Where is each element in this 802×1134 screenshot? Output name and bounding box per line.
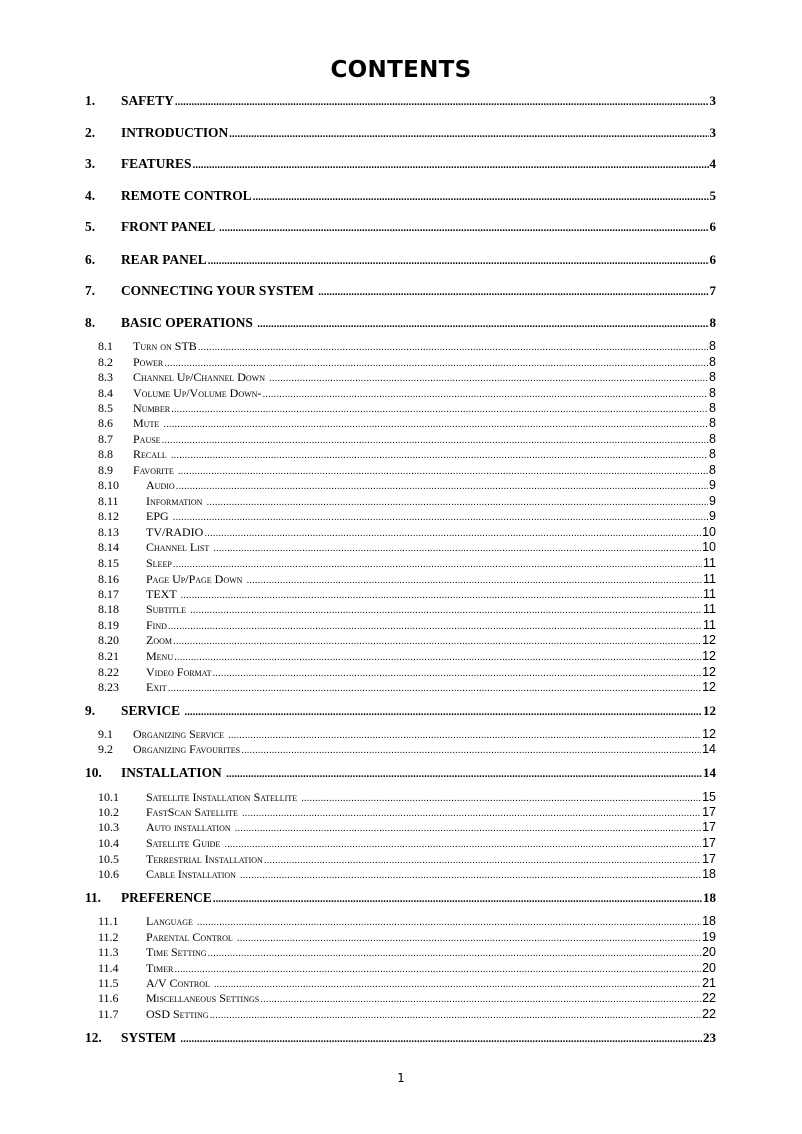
- toc-page-number: 4: [709, 156, 716, 171]
- dot-leader: [228, 730, 701, 741]
- dot-leader: [229, 128, 708, 140]
- toc-number: 8.: [85, 315, 96, 330]
- toc-section-link[interactable]: [85, 125, 716, 143]
- toc-number: 8.15: [98, 556, 119, 570]
- toc-number: 2.: [85, 125, 96, 140]
- toc-number: 10.6: [98, 867, 119, 881]
- toc-page-number: 20: [702, 945, 716, 959]
- toc-subsection-link[interactable]: [98, 742, 716, 757]
- dot-leader: [184, 706, 702, 718]
- toc-number: 10.1: [98, 790, 119, 804]
- dot-leader: [174, 652, 701, 663]
- toc-number: 10.2: [98, 805, 119, 819]
- toc-page-number: 20: [702, 961, 716, 975]
- toc-number: 8.6: [98, 416, 113, 430]
- toc-page-number: 17: [702, 820, 716, 834]
- toc-label: Organizing Favourites: [133, 742, 241, 756]
- toc-number: 8.14: [98, 540, 119, 554]
- toc-number: 8.18: [98, 602, 119, 616]
- toc-label: CONNECTING YOUR SYSTEM: [121, 283, 318, 298]
- toc-number: 8.8: [98, 447, 113, 461]
- toc-number: 8.23: [98, 680, 119, 694]
- dot-leader: [168, 683, 701, 694]
- toc-subsection-link[interactable]: [98, 633, 716, 648]
- dot-leader: [174, 964, 701, 975]
- toc-subsection-link[interactable]: [98, 867, 716, 882]
- toc-label: BASIC OPERATIONS: [121, 315, 257, 330]
- toc-label: Find: [146, 618, 167, 632]
- toc-label: FEATURES: [121, 156, 192, 171]
- toc-number: 11.3: [98, 945, 119, 959]
- toc-page-number: 23: [703, 1030, 716, 1045]
- dot-leader: [206, 497, 708, 508]
- toc-number: 11.5: [98, 976, 119, 990]
- dot-leader: [180, 590, 702, 601]
- toc-label: FRONT PANEL: [121, 219, 218, 234]
- toc-section-link[interactable]: [85, 1030, 716, 1048]
- toc-subsection-link[interactable]: [98, 587, 716, 602]
- toc-page-number: 18: [702, 914, 716, 928]
- toc-number: 11.4: [98, 961, 119, 975]
- toc-subsection-link[interactable]: [98, 618, 716, 633]
- toc-page-number: 12: [702, 727, 716, 741]
- toc-subsection-link[interactable]: [98, 820, 716, 835]
- toc-number: 10.3: [98, 820, 119, 834]
- dot-leader: [173, 636, 701, 647]
- dot-leader: [241, 745, 701, 756]
- toc-number: 8.5: [98, 401, 113, 415]
- dot-leader: [210, 1010, 702, 1021]
- toc-label: Channel List: [146, 540, 213, 554]
- toc-page-number: 12: [702, 665, 716, 679]
- toc-label: TV/RADIO: [146, 525, 204, 539]
- toc-number: 8.11: [98, 494, 119, 508]
- toc-page-number: 14: [702, 742, 716, 756]
- toc-subsection-link[interactable]: [98, 416, 716, 431]
- toc-subsection-link[interactable]: [98, 386, 716, 401]
- toc-label: Recall: [133, 447, 170, 461]
- toc-subsection-link[interactable]: [98, 525, 716, 540]
- toc-page-number: 17: [702, 805, 716, 819]
- toc-number: 8.3: [98, 370, 113, 384]
- toc-section-link[interactable]: [85, 219, 716, 237]
- toc-label: Time Setting: [146, 945, 207, 959]
- dot-leader: [240, 870, 701, 881]
- toc-page-number: 3: [709, 125, 716, 140]
- dot-leader: [176, 481, 708, 492]
- toc-page-number: 10: [702, 525, 716, 539]
- toc-label: REMOTE CONTROL: [121, 188, 252, 203]
- dot-leader: [208, 948, 702, 959]
- toc-label: Information: [146, 494, 206, 508]
- toc-number: 9.: [85, 703, 96, 718]
- toc-page-number: 8: [709, 401, 716, 415]
- dot-leader: [208, 255, 709, 267]
- toc-label: Zoom: [146, 633, 172, 647]
- toc-number: 10.4: [98, 836, 119, 850]
- toc-label: Auto installation: [146, 820, 234, 834]
- dot-leader: [242, 808, 701, 819]
- toc-subsection-link[interactable]: [98, 339, 716, 354]
- toc-subsection-link[interactable]: [98, 790, 716, 805]
- toc-number: 4.: [85, 188, 96, 203]
- toc-section-link[interactable]: [85, 283, 716, 301]
- toc-page-number: 3: [709, 93, 716, 108]
- toc-page-number: 6: [709, 252, 716, 267]
- toc-page-number: 18: [703, 890, 716, 905]
- toc-label: Cable Installation: [146, 867, 239, 881]
- page-number: 1: [397, 1071, 405, 1085]
- dot-leader: [168, 621, 702, 632]
- toc-page-number: 21: [702, 976, 716, 990]
- toc-label: SAFETY: [121, 93, 174, 108]
- toc-number: 8.16: [98, 572, 119, 586]
- page-title: CONTENTS: [330, 57, 472, 83]
- dot-leader: [213, 543, 701, 554]
- toc-number: 11.6: [98, 991, 119, 1005]
- toc-label: Page Up/Page Down: [146, 572, 246, 586]
- toc-page-number: 17: [702, 836, 716, 850]
- toc-number: 10.: [85, 765, 102, 780]
- toc-subsection-link[interactable]: [98, 432, 716, 447]
- toc-page-number: 10: [702, 540, 716, 554]
- toc-label: FastScan Satellite: [146, 805, 241, 819]
- toc-section-link[interactable]: [85, 703, 716, 721]
- toc-section-link[interactable]: [85, 156, 716, 174]
- toc-page-number: 8: [709, 463, 716, 477]
- toc-label: Sleep: [146, 556, 172, 570]
- toc-page-number: 8: [709, 432, 716, 446]
- toc-number: 8.10: [98, 478, 119, 492]
- dot-leader: [171, 450, 708, 461]
- dot-leader: [173, 559, 702, 570]
- dot-leader: [226, 768, 702, 780]
- toc-page-number: 22: [702, 1007, 716, 1021]
- toc-number: 11.7: [98, 1007, 119, 1021]
- dot-leader: [175, 96, 709, 108]
- toc-subsection-link[interactable]: [98, 805, 716, 820]
- dot-leader: [178, 466, 708, 477]
- toc-number: 11.1: [98, 914, 119, 928]
- toc-subsection-link[interactable]: [98, 370, 716, 385]
- dot-leader: [219, 222, 709, 234]
- toc-section-link[interactable]: [85, 890, 716, 908]
- toc-subsection-link[interactable]: [98, 540, 716, 555]
- toc-page-number: 14: [703, 765, 716, 780]
- dot-leader: [224, 839, 701, 850]
- toc-subsection-link[interactable]: [98, 665, 716, 680]
- toc-number: 12.: [85, 1030, 102, 1045]
- toc-label: Language: [146, 914, 196, 928]
- toc-section-link[interactable]: [85, 252, 716, 270]
- toc-subsection-link[interactable]: [98, 572, 716, 587]
- toc-label: Subtitle: [146, 602, 189, 616]
- toc-number: 8.2: [98, 355, 113, 369]
- toc-label: OSD Setting: [146, 1007, 209, 1021]
- toc-subsection-link[interactable]: [98, 836, 716, 851]
- toc-subsection-link[interactable]: [98, 494, 716, 509]
- toc-label: Exit: [146, 680, 167, 694]
- dot-leader: [235, 823, 701, 834]
- dot-leader: [164, 358, 708, 369]
- toc-number: 9.1: [98, 727, 113, 741]
- toc-page-number: 8: [709, 447, 716, 461]
- toc-subsection-link[interactable]: [98, 602, 716, 617]
- toc-label: Number: [133, 401, 171, 415]
- dot-leader: [301, 793, 701, 804]
- dot-leader: [253, 191, 709, 203]
- toc-label: Miscellaneous Settings: [146, 991, 260, 1005]
- toc-page-number: 12: [702, 649, 716, 663]
- toc-section-link[interactable]: [85, 188, 716, 206]
- toc-number: 5.: [85, 219, 96, 234]
- toc-subsection-link[interactable]: [98, 401, 716, 416]
- dot-leader: [192, 159, 708, 171]
- toc-label: Pause: [133, 432, 161, 446]
- toc-number: 7.: [85, 283, 96, 298]
- toc-subsection-link[interactable]: [98, 961, 716, 976]
- toc-page-number: 12: [703, 703, 716, 718]
- toc-label: Satellite Guide: [146, 836, 224, 850]
- toc-page-number: 9: [709, 509, 716, 523]
- dot-leader: [171, 404, 708, 415]
- toc-page-number: 8: [709, 315, 716, 330]
- toc-number: 8.17: [98, 587, 119, 601]
- toc-page-number: 5: [709, 188, 716, 203]
- dot-leader: [163, 419, 708, 430]
- dot-leader: [257, 318, 708, 330]
- toc-number: 11.2: [98, 930, 119, 944]
- toc-subsection-link[interactable]: [98, 991, 716, 1006]
- toc-page-number: 11: [703, 572, 716, 586]
- toc-label: Mute: [133, 416, 163, 430]
- toc-label: EPG: [146, 509, 172, 523]
- toc-page-number: 9: [709, 478, 716, 492]
- toc-subsection-link[interactable]: [98, 1007, 716, 1022]
- dot-leader: [214, 979, 701, 990]
- dot-leader: [260, 994, 701, 1005]
- toc-subsection-link[interactable]: [98, 680, 716, 695]
- toc-number: 8.19: [98, 618, 119, 632]
- toc-page-number: 11: [703, 587, 716, 601]
- dot-leader: [318, 286, 708, 298]
- toc-label: INTRODUCTION: [121, 125, 229, 140]
- dot-leader: [173, 512, 708, 523]
- toc-page-number: 11: [703, 556, 716, 570]
- toc-label: Parental Control: [146, 930, 236, 944]
- toc-label: REAR PANEL: [121, 252, 207, 267]
- toc-page-number: 9: [709, 494, 716, 508]
- toc-subsection-link[interactable]: [98, 930, 716, 945]
- toc-label: Favorite: [133, 463, 177, 477]
- dot-leader: [190, 605, 702, 616]
- toc-section-link[interactable]: [85, 93, 716, 111]
- toc-label: Menu: [146, 649, 174, 663]
- toc-page-number: 22: [702, 991, 716, 1005]
- dot-leader: [162, 435, 708, 446]
- toc-page-number: 8: [709, 355, 716, 369]
- toc-label: INSTALLATION: [121, 765, 226, 780]
- toc-number: 10.5: [98, 852, 119, 866]
- toc-number: 11.: [85, 890, 101, 905]
- toc-label: Channel Up/Channel Down: [133, 370, 268, 384]
- toc-number: 8.21: [98, 649, 119, 663]
- toc-number: 1.: [85, 93, 96, 108]
- toc-label: SYSTEM: [121, 1030, 180, 1045]
- toc-number: 8.9: [98, 463, 113, 477]
- dot-leader: [262, 389, 708, 400]
- toc-subsection-link[interactable]: [98, 355, 716, 370]
- toc-page-number: 18: [702, 867, 716, 881]
- toc-subsection-link[interactable]: [98, 509, 716, 524]
- toc-page-number: 12: [702, 680, 716, 694]
- dot-leader: [180, 1033, 702, 1045]
- toc-label: TEXT: [146, 587, 180, 601]
- dot-leader: [237, 933, 701, 944]
- dot-leader: [213, 893, 702, 905]
- toc-number: 8.22: [98, 665, 119, 679]
- toc-label: Timer: [146, 961, 174, 975]
- toc-subsection-link[interactable]: [98, 945, 716, 960]
- toc-page-number: 6: [709, 219, 716, 234]
- toc-label: SERVICE: [121, 703, 184, 718]
- toc-page-number: 8: [709, 370, 716, 384]
- toc-label: PREFERENCE: [121, 890, 212, 905]
- toc-number: 8.4: [98, 386, 113, 400]
- toc-label: Volume Up/Volume Down-: [133, 386, 262, 400]
- toc-page-number: 17: [702, 852, 716, 866]
- toc-number: 8.7: [98, 432, 113, 446]
- toc-section-link[interactable]: [85, 765, 716, 783]
- toc-number: 3.: [85, 156, 96, 171]
- toc-label: Turn on STB: [133, 339, 197, 353]
- toc-number: 8.20: [98, 633, 119, 647]
- dot-leader: [246, 575, 702, 586]
- dot-leader: [204, 528, 701, 539]
- toc-label: Satellite Installation Satellite: [146, 790, 301, 804]
- toc-label: Organizing Service: [133, 727, 228, 741]
- toc-label: A/V Control: [146, 976, 213, 990]
- toc-number: 9.2: [98, 742, 113, 756]
- toc-subsection-link[interactable]: [98, 914, 716, 929]
- toc-page-number: 8: [709, 339, 716, 353]
- toc-subsection-link[interactable]: [98, 727, 716, 742]
- toc-subsection-link[interactable]: [98, 852, 716, 867]
- toc-page-number: 7: [709, 283, 716, 298]
- toc-subsection-link[interactable]: [98, 649, 716, 664]
- dot-leader: [264, 855, 701, 866]
- toc-label: Video Format: [146, 665, 212, 679]
- toc-number: 8.1: [98, 339, 113, 353]
- toc-page-number: 8: [709, 416, 716, 430]
- dot-leader: [269, 373, 708, 384]
- toc-page-number: 19: [702, 930, 716, 944]
- toc-section-link[interactable]: [85, 315, 716, 333]
- toc-page-number: 8: [709, 386, 716, 400]
- dot-leader: [197, 917, 701, 928]
- toc-number: 6.: [85, 252, 96, 267]
- toc-page-number: 11: [703, 602, 716, 616]
- dot-leader: [198, 342, 708, 353]
- toc-page-number: 11: [703, 618, 716, 632]
- toc-label: Audio: [146, 478, 175, 492]
- toc-subsection-link[interactable]: [98, 478, 716, 493]
- toc-subsection-link[interactable]: [98, 447, 716, 462]
- toc-subsection-link[interactable]: [98, 976, 716, 991]
- dot-leader: [212, 668, 701, 679]
- toc-number: 8.12: [98, 509, 119, 523]
- toc-label: Terrestrial Installation: [146, 852, 263, 866]
- toc-label: Power: [133, 355, 164, 369]
- toc-subsection-link[interactable]: [98, 556, 716, 571]
- toc-subsection-link[interactable]: [98, 463, 716, 478]
- toc-page-number: 12: [702, 633, 716, 647]
- toc-number: 8.13: [98, 525, 119, 539]
- toc-page-number: 15: [702, 790, 716, 804]
